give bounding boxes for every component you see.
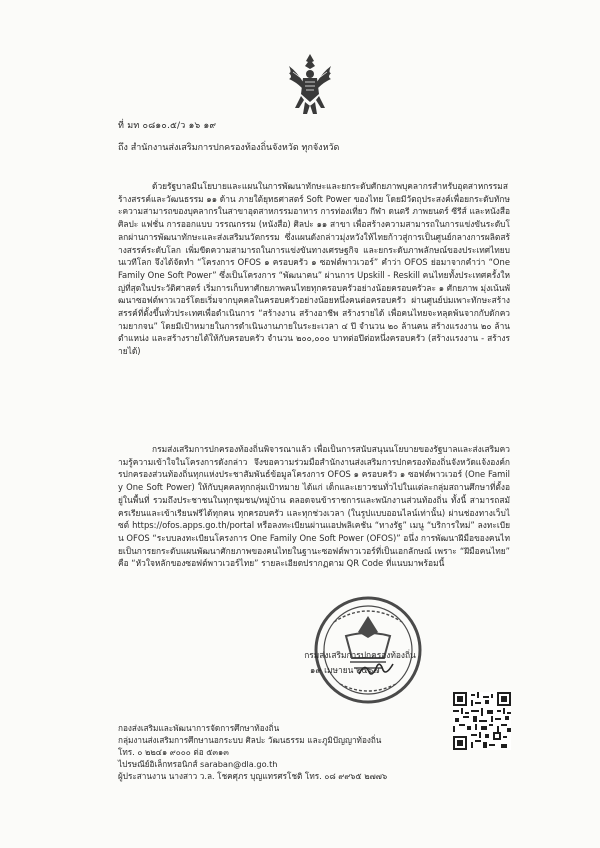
qr-code xyxy=(453,692,511,750)
body-paragraph-1: ด้วยรัฐบาลมีนโยบายและแผนในการพัฒนาทักษะและยกระดับศักยภาพบุคลากรสำหรับอุตสาหกรรมสร้างสรรค์และวัฒนธรรม ๑๑ ด้าน ภายใต้ยุทธศาสตร์ Soft Power ของไทย โดยมีวัตถุประสงค์เพื่อยกระดับทักษะความสามารถของบุคลากรในสาขาอุตสาหกรรมอาหาร การท่องเที่ยว กีฬา ดนตรี ภาพยนตร์ ซีรีส์ และหนังสือ ศิลปะ แฟชั่น การออกแบบ วรรณกรรม (หนังสือ) ศิลปะ ๑๑ สาขา เพื่อสร้างความสามารถในการแข่งขันระดับโลกผ่านการพัฒนาทักษะและส่งเสริมนวัตกรรม ซึ่งแผนดังกล่าวมุ่งหวังให้ไทยก้าวสู่การเป็นศูนย์กลางการผลิตสร้างสรรค์ระดับโลก เพิ่มขีดความสามารถในการแข่งขันทางเศรษฐกิจ และยกระดับภาพลักษณ์ของประเทศไทยบนเวทีโลก จึงได้จัดทำ “โครงการ OFOS ๑ ครอบครัว ๑ ซอฟต์พาวเวอร์” คำว่า OFOS ย่อมาจากคำว่า “One Family One Soft Power” ซึ่งเป็นโครงการ “พัฒนาคน” ผ่านการ Upskill - Reskill คนไทยทั้งประเทศครั้งใหญ่ที่สุดในประวัติศาสตร์ เริ่มการเก็บหาศักยภาพคนไทยทุกครอบครัวอย่างน้อยครอบครัวละ ๑ ศักยภาพ มุ่งเน้นพัฒนาซอฟต์พาวเวอร์โดยเริ่มจากบุคคลในครอบครัวอย่างน้อยหนึ่งคนต่อครอบครัว ผ่านศูนย์บ่มเพาะทักษะสร้างสรรค์ที่ตั้งขึ้นทั่วประเทศเพื่อดำเนินการ “สร้างงาน สร้างอาชีพ สร้างรายได้ เพื่อคนไทยจะหลุดพ้นจากกับดักความยากจน” โดยมีเป้าหมายในการดำเนินงานภายในระยะเวลา ๔ ปี จำนวน ๒๐ ล้านคน สร้างแรงงาน ๒๐ ล้านตำแหน่ง และสร้างรายได้ให้กับครอบครัว จำนวน ๒๐๐,๐๐๐ บาทต่อปีต่อหนึ่งครอบครัว (สร้างแรงงาน - สร้างรายได้) xyxy=(118,181,510,357)
handwritten-initial-signature xyxy=(356,660,396,680)
footer-line: ไปรษณีย์อิเล็กทรอนิกส์ saraban@dla.go.th xyxy=(118,759,278,769)
footer-line: ผู้ประสานงาน นางสาว ว.ล. โชคศุภร บุญแทรศรโชติ โทร. ๐๘ ๙๙๖๕ ๒๗๗๖ xyxy=(118,771,388,781)
footer-line: โทร. ๐ ๒๒๔๑ ๙๐๐๐ ต่อ ๕๓๑๓ xyxy=(118,747,229,757)
reference-number: ที่ มท ๐๘๑๐.๕/ว ๑๖ ๑๙ xyxy=(118,121,217,131)
footer-line: กองส่งเสริมและพัฒนาการจัดการศึกษาท้องถิ่น xyxy=(118,723,280,733)
body-paragraph-2: กรมส่งเสริมการปกครองท้องถิ่นพิจารณาแล้ว เพื่อเป็นการสนับสนุนนโยบายของรัฐบาลและส่งเสริมความรู้ความเข้าใจในโครงการดังกล่าว จึงขอความร่วมมือสำนักงานส่งเสริมการปกครองท้องถิ่นจังหวัดแจ้งองค์กรปกครองส่วนท้องถิ่นทุกแห่งประชาสัมพันธ์ข้อมูลโครงการ OFOS ๑ ครอบครัว ๑ ซอฟต์พาวเวอร์ (One Family One Soft Power) ให้กับบุคคลทุกกลุ่มเป้าหมาย ได้แก่ เด็กและเยาวชนทั่วไปในแต่ละกลุ่มสถานศึกษาที่ตั้งอยู่ในพื้นที่ รวมถึงประชาชนในทุกชุมชน/หมู่บ้าน ตลอดจนข้าราชการและพนักงานส่วนท้องถิ่น ทั้งนี้ สามารถสมัครเรียนและเข้าเรียนฟรีได้ทุกคน ทุกครอบครัว และทุกช่วงเวลา (ในรูปแบบออนไลน์เท่านั้น) ผ่านช่องทางเว็บไซต์ https://ofos.apps.go.th/portal หรือลงทะเบียนผ่านแอปพลิเคชัน “ทางรัฐ” เมนู “บริการใหม่” ลงทะเบียน OFOS “ระบบลงทะเบียนโครงการ One Family One Soft Power (OFOS)” อนึ่ง การพัฒนาฝีมือของคนไทยเป็นการยกระดับแผนพัฒนาศักยภาพของคนไทยในฐานะซอฟต์พาวเวอร์ที่เป็นเอกลักษณ์ เพราะ “ฝีมือคนไทย” คือ “หัวใจหลักของซอฟต์พาวเวอร์ไทย” รายละเอียดปรากฏตาม QR Code ที่แนบมาพร้อมนี้ xyxy=(118,444,510,569)
footer-line: กลุ่มงานส่งเสริมการศึกษานอกระบบ ศิลปะ วัฒนธรรม และภูมิปัญญาท้องถิ่น xyxy=(118,735,382,745)
addressee: ถึง สำนักงานส่งเสริมการปกครองท้องถิ่นจังหวัด ทุกจังหวัด xyxy=(118,143,340,153)
contact-footer xyxy=(118,722,428,782)
letter-date: ๑๙ เมษายน ๒๕๖๗ xyxy=(310,665,380,675)
garuda-emblem-icon xyxy=(283,52,337,118)
signatory-organization: กรมส่งเสริมการปกครองท้องถิ่น xyxy=(304,650,416,660)
